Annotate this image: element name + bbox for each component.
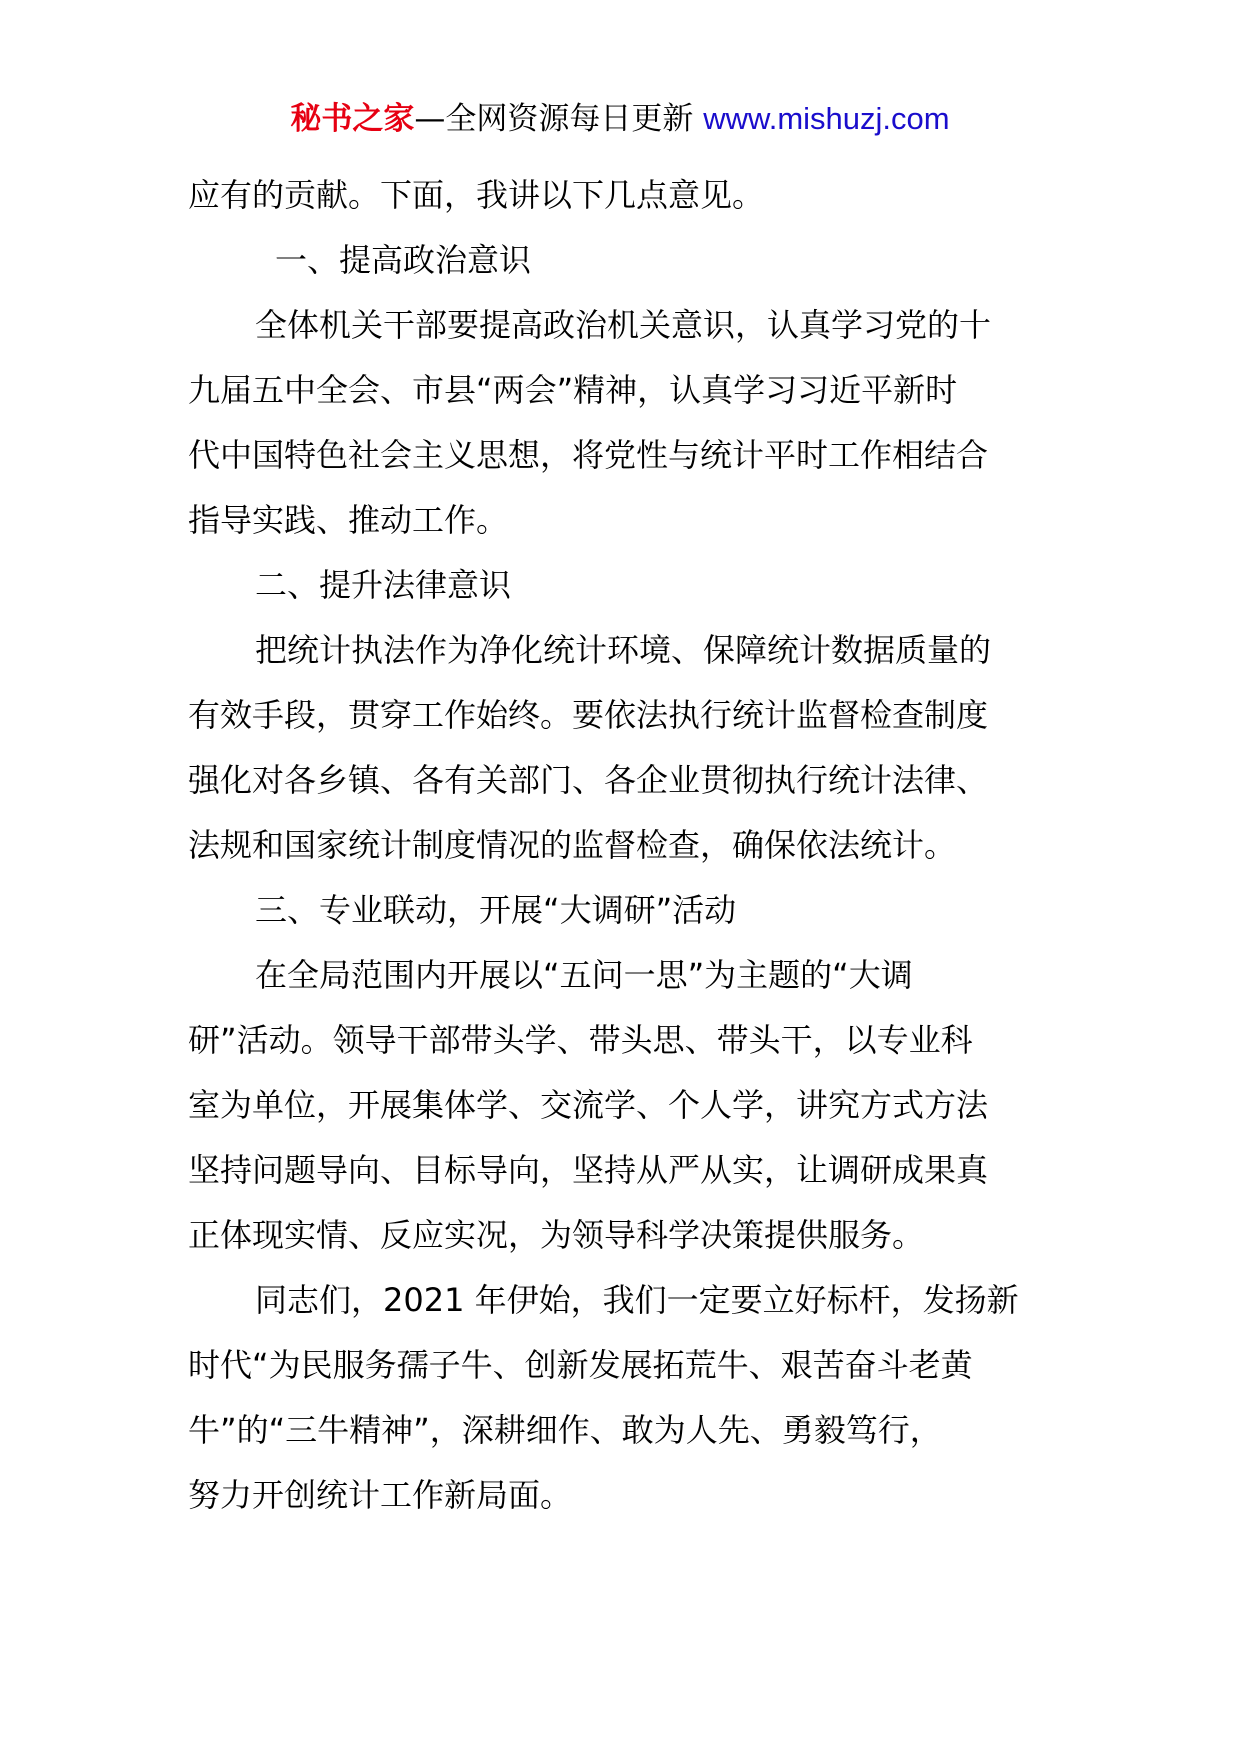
body-line: 研”活动。领导干部带头学、带头思、带头干，以专业科 <box>188 1021 973 1059</box>
body-line: 九届五中全会、市县“两会”精神，认真学习习近平新时 <box>188 371 958 409</box>
header-tagline: 全网资源每日更新 <box>445 101 694 137</box>
brand-name: 秘书之家 <box>290 101 415 137</box>
website-link[interactable]: www.mishuzj.com <box>703 101 950 136</box>
body-line: 应有的贡献。下面，我讲以下几点意见。 <box>188 176 765 214</box>
body-line: 全体机关干部要提高政治机关意识，认真学习党的十 <box>255 306 992 344</box>
body-line: 把统计执法作为净化统计环境、保障统计数据质量的 <box>255 631 992 669</box>
header-dash: — <box>414 101 446 137</box>
body-line: 法规和国家统计制度情况的监督检查，确保依法统计。 <box>188 826 957 864</box>
body-line: 室为单位，开展集体学、交流学、个人学，讲究方式方法 <box>188 1086 989 1124</box>
body-line: 指导实践、推动工作。 <box>188 501 509 539</box>
document-body <box>188 163 1058 1528</box>
body-line: 时代“为民服务孺子牛、创新发展拓荒牛、艰苦奋斗老黄 <box>188 1346 973 1384</box>
body-line: 牛”的“三牛精神”，深耕细作、敢为人先、勇毅笃行， <box>188 1411 942 1449</box>
body-line: 正体现实情、反应实况，为领导科学决策提供服务。 <box>188 1216 925 1254</box>
body-line: 同志们，2021 年伊始，我们一定要立好标杆，发扬新 <box>255 1281 1019 1319</box>
section-heading-political: 一、提高政治意识 <box>275 241 532 279</box>
section-heading-legal: 二、提升法律意识 <box>255 566 512 604</box>
body-line: 努力开创统计工作新局面。 <box>188 1476 573 1514</box>
page-header <box>0 98 1240 140</box>
section-heading-research: 三、专业联动，开展“大调研”活动 <box>255 891 737 929</box>
body-line: 强化对各乡镇、各有关部门、各企业贯彻执行统计法律、 <box>188 761 989 799</box>
body-line: 在全局范围内开展以“五问一思”为主题的“大调 <box>255 956 913 994</box>
body-line: 坚持问题导向、目标导向，坚持从严从实，让调研成果真 <box>188 1151 989 1189</box>
body-line: 代中国特色社会主义思想，将党性与统计平时工作相结合 <box>188 436 989 474</box>
body-line: 有效手段，贯穿工作始终。要依法执行统计监督检查制度 <box>188 696 989 734</box>
